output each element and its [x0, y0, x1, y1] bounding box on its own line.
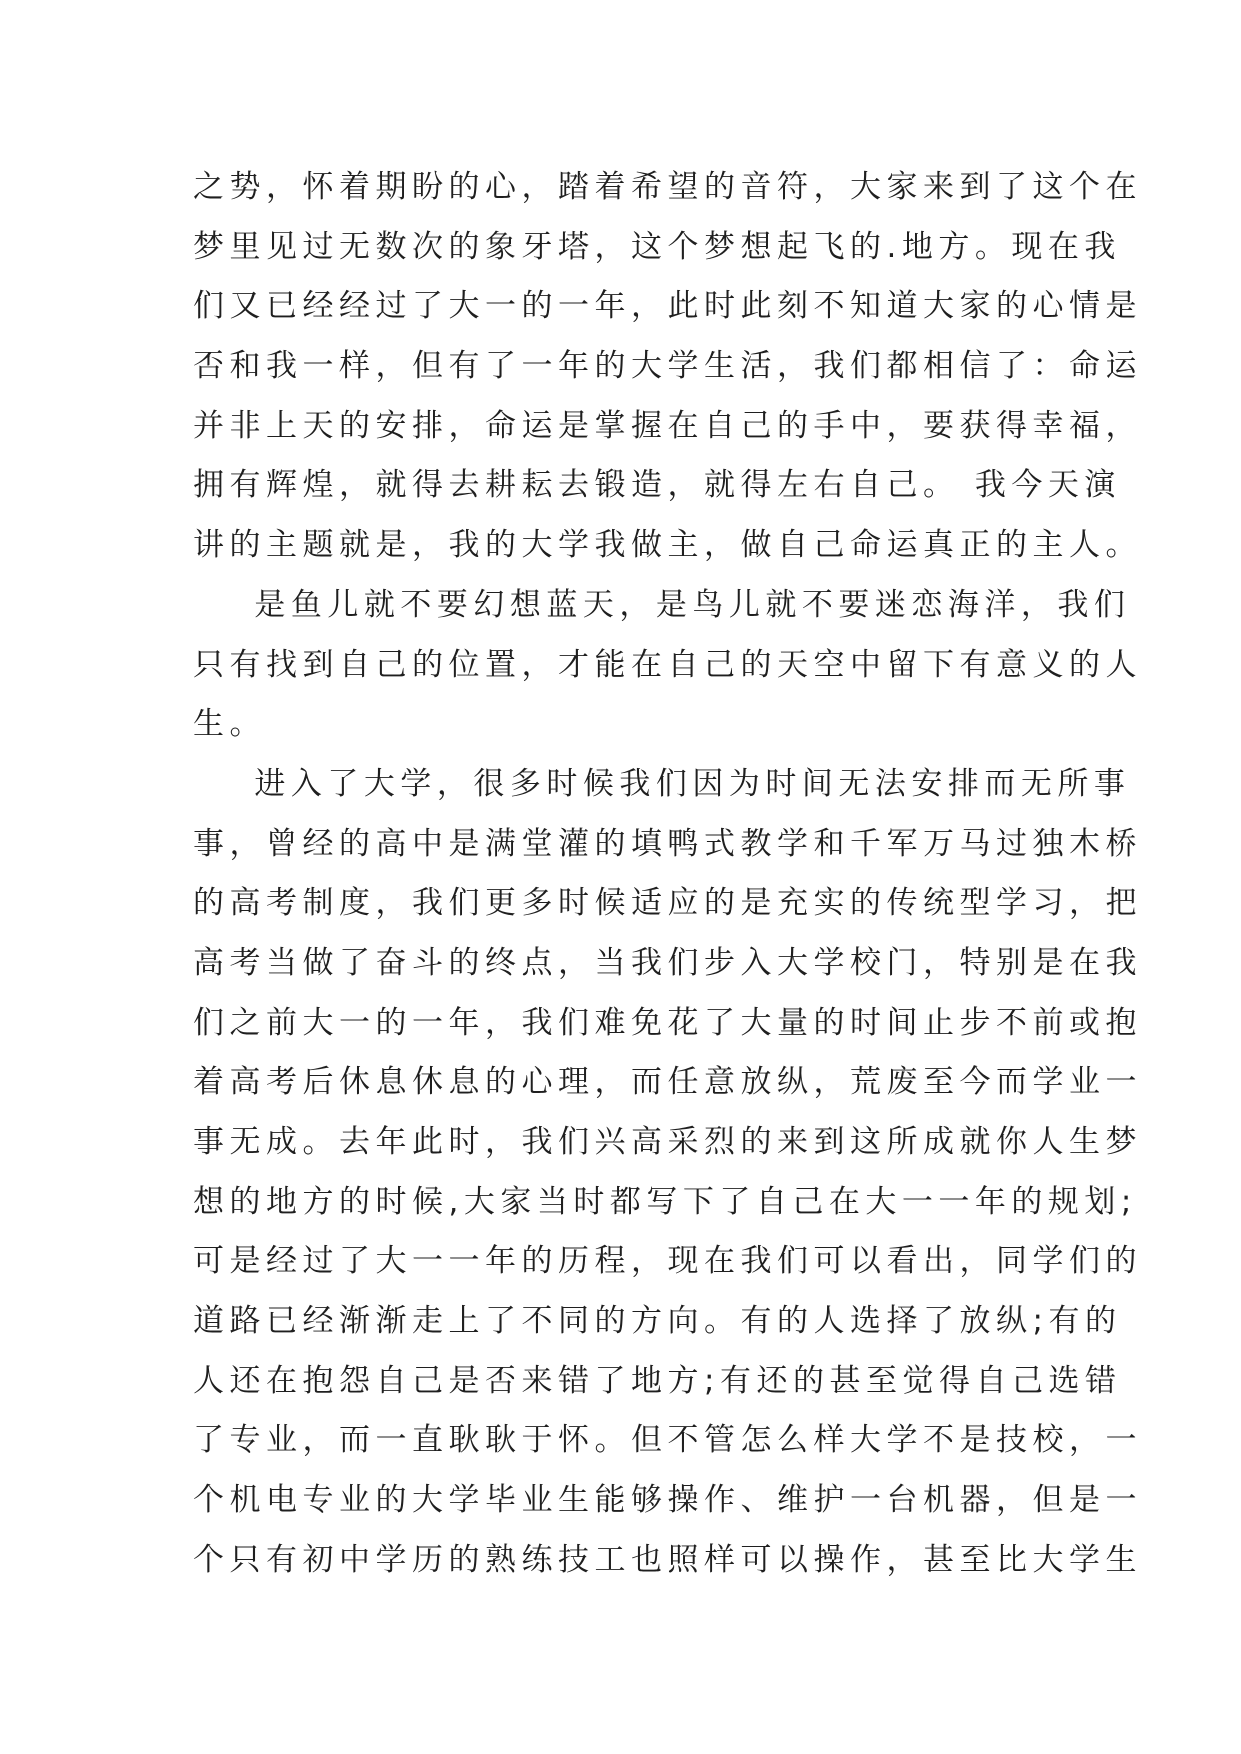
body-text — [193, 158, 1142, 1591]
text-line: 了专业，而一直耿耿于怀。但不管怎么样大学不是技校，一 — [193, 1422, 1142, 1459]
text-line: 个只有初中学历的熟练技工也照样可以操作，甚至比大学生 — [193, 1541, 1142, 1578]
text-line: 的高考制度，我们更多时候适应的是充实的传统型学习，把 — [193, 885, 1142, 922]
text-line: 之势，怀着期盼的心，踏着希望的音符，大家来到了这个在 — [193, 169, 1142, 205]
text-line: 可是经过了大一一年的历程，现在我们可以看出，同学们的 — [193, 1243, 1142, 1280]
text-line: 事无成。去年此时，我们兴高采烈的来到这所成就你人生梦 — [193, 1124, 1142, 1160]
text-line: 拥有辉煌，就得去耕耘去锻造，就得左右自己。 我今天演 — [193, 467, 1121, 504]
text-line: 想的地方的时候,大家当时都写下了自己在大一一年的规划; — [193, 1183, 1137, 1220]
text-line: 着高考后休息休息的心理，而任意放纵，荒废至今而学业一 — [193, 1064, 1142, 1101]
text-line: 人还在抱怨自己是否来错了地方;有还的甚至觉得自己选错 — [193, 1362, 1122, 1399]
text-line: 否和我一样，但有了一年的大学生活，我们都相信了：命运 — [193, 348, 1142, 385]
text-line: 道路已经渐渐走上了不同的方向。有的人选择了放纵;有的 — [193, 1303, 1122, 1340]
text-line: 们又已经经过了大一的一年，此时此刻不知道大家的心情是 — [193, 288, 1142, 325]
text-line: 梦里见过无数次的象牙塔，这个梦想起飞的.地方。现在我 — [193, 228, 1121, 265]
text-line: 事，曾经的高中是满堂灌的填鸭式教学和千军万马过独木桥 — [193, 825, 1142, 862]
text-line: 生。 — [193, 706, 266, 743]
text-line: 们之前大一的一年，我们难免花了大量的时间止步不前或抱 — [193, 1004, 1142, 1041]
text-line: 只有找到自己的位置，才能在自己的天空中留下有意义的人 — [193, 646, 1142, 683]
text-line: 讲的主题就是，我的大学我做主，做自己命运真正的主人。 — [193, 527, 1142, 564]
text-line: 高考当做了奋斗的终点，当我们步入大学校门，特别是在我 — [193, 944, 1142, 981]
text-line: 是鱼儿就不要幻想蓝天，是鸟儿就不要迷恋海洋，我们 — [193, 586, 1131, 623]
text-line: 个机电专业的大学毕业生能够操作、维护一台机器，但是一 — [193, 1482, 1142, 1519]
text-line: 并非上天的安排，命运是掌握在自己的手中，要获得幸福， — [193, 407, 1142, 444]
text-line: 进入了大学，很多时候我们因为时间无法安排而无所事 — [193, 765, 1131, 802]
